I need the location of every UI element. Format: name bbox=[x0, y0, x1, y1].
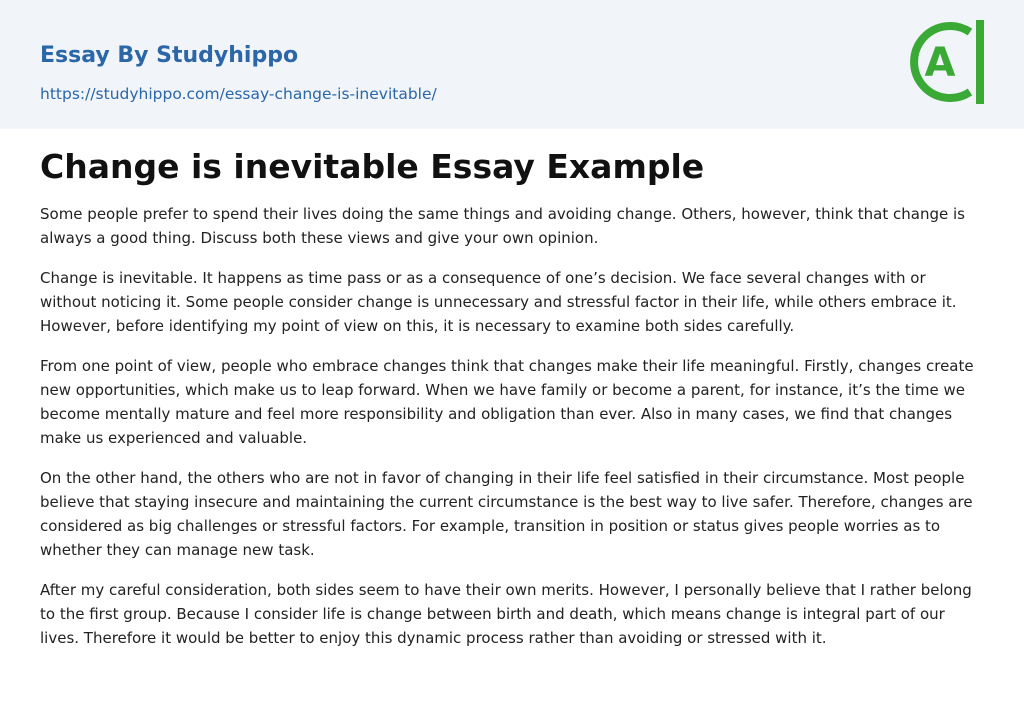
logo-letter: A bbox=[924, 40, 956, 86]
paragraph: Some people prefer to spend their lives doing the same things and avoiding change. Others, however, think that change is always a good thing. Discuss both these views and give your own opinion. bbox=[40, 205, 965, 247]
paragraph: From one point of view, people who embrace changes think that changes make their life meaningful. Firstly, changes create new opportunities, which make us to leap forward. When we have family or become a parent, for instance, it’s the time we become mentally mature and feel more responsibility and obligation than ever. Also in many cases, we find that changes make us experienced and valuable. bbox=[40, 357, 974, 447]
paragraph: Change is inevitable. It happens as time pass or as a consequence of one’s decision. We face several changes with or without noticing it. Some people consider change is unnecessary and stressful factor in their life, while others embrace it. However, before identifying my point of view on this, it is necessary to examine both sides carefully. bbox=[40, 269, 957, 335]
paragraph: After my careful consideration, both sides seem to have their own merits. However, I personally believe that I rather belong to the first group. Because I consider life is change between birth and death, which means change is integral part of our lives. Therefore it would be better to enjoy this dynamic process rather than avoiding or stressed with it. bbox=[40, 581, 972, 647]
studyhippo-logo-icon[interactable] bbox=[904, 18, 988, 106]
site-brand[interactable]: Essay By Studyhippo bbox=[40, 43, 299, 68]
page-url-link[interactable]: https://studyhippo.com/essay-change-is-inevitable/ bbox=[40, 85, 437, 103]
site-header bbox=[0, 0, 1024, 129]
article bbox=[40, 144, 985, 666]
page-title: Change is inevitable Essay Example bbox=[40, 147, 705, 186]
paragraph: On the other hand, the others who are not in favor of changing in their life feel satisfied in their circumstance. Most people believe that staying insecure and maintaining the current circumstance is the best way to live safer. Therefore, changes are considered as big challenges or stressful factors. For example, transition in position or status gives people worries as to whether they can manage new task. bbox=[40, 469, 973, 559]
